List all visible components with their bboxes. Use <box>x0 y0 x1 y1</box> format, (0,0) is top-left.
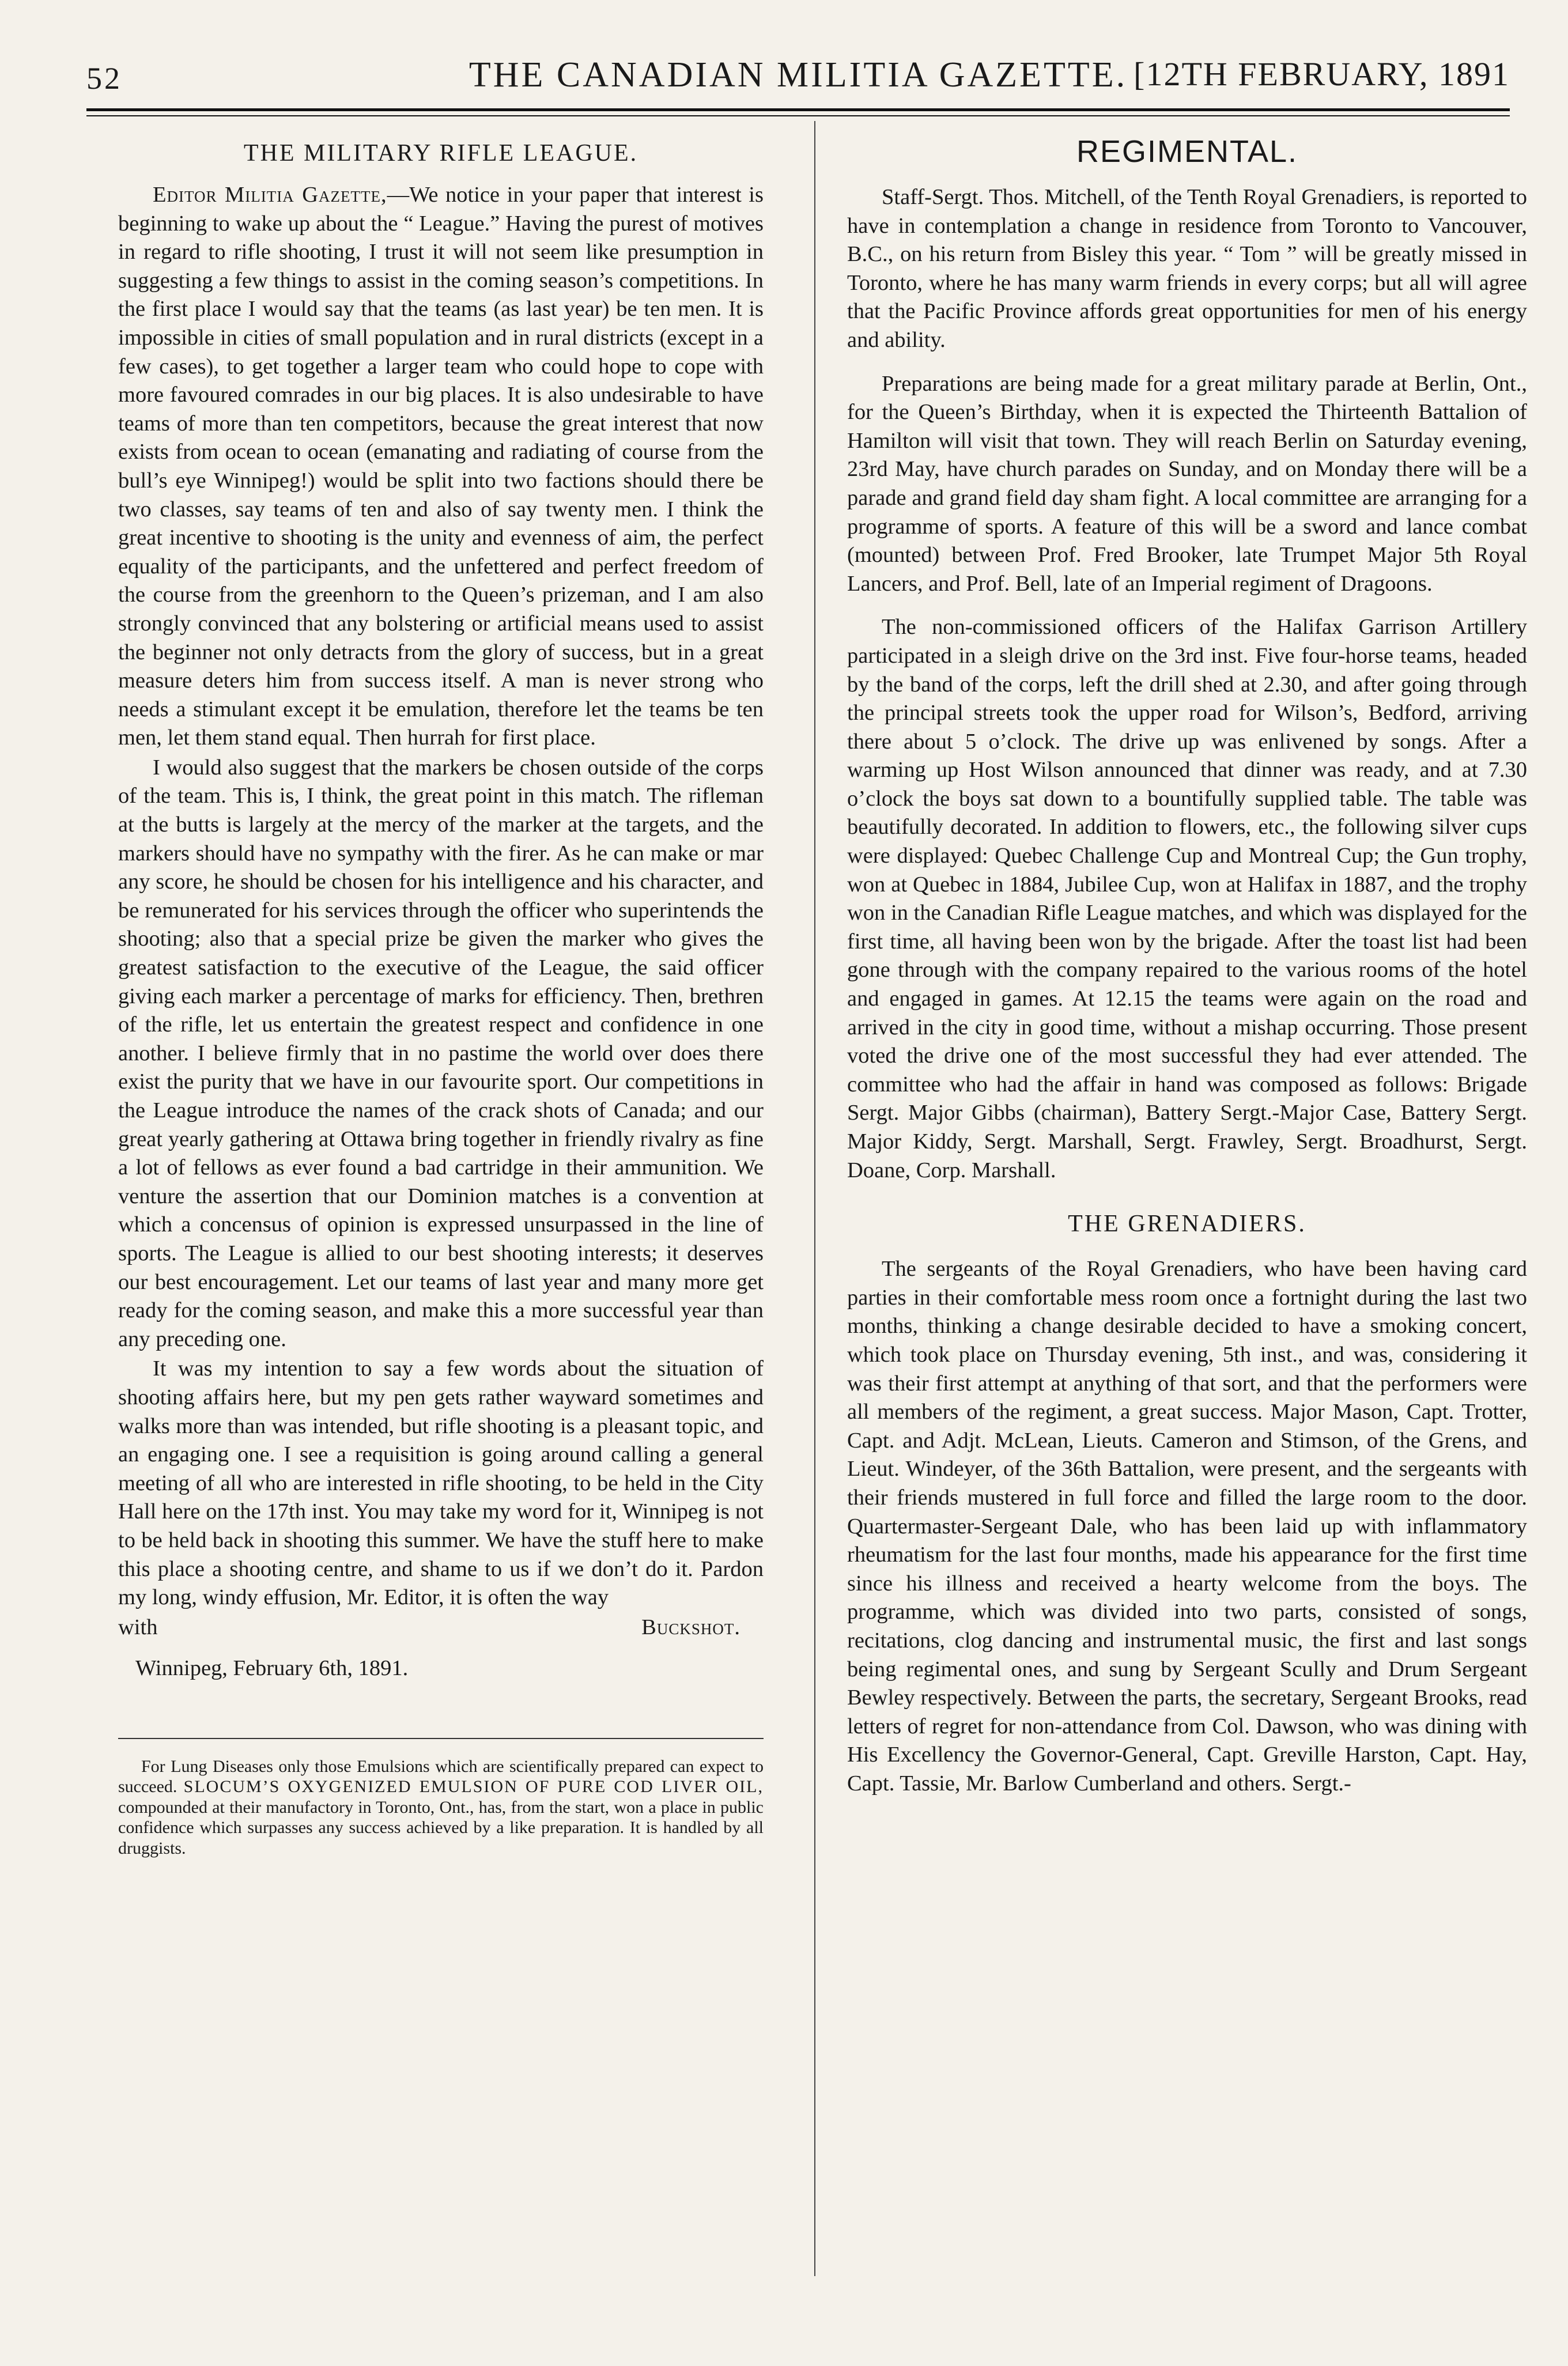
advert-product: SLOCUM’S OXYGENIZED EMULSION OF PURE COD LIVER OIL, <box>183 1777 764 1797</box>
letter-paragraph-2: I would also suggest that the markers be chosen outside of the corps of the team. This is, I think, the great point in this match. The rifleman at the butts is largely at the mercy of the marker at the targets, and the markers should have no sympathy with the firer. As he can make or mar any score, he should be chosen for his intelligence and his character, and be remunerated for his services through the officer who superintends the shooting; also that a special prize be given the marker who gives the greatest satisfaction to the executive of the League, the said officer giving each marker a percentage of marks for efficiency. Then, brethren of the rifle, let us entertain the greatest respect and confidence in one another. I believe firmly that in no pastime the world over does there exist the purity that we have in our favourite sport. Our competitions in the League introduce the names of the crack shots of Canada; and our great yearly gathering at Ottawa bring together in friendly rivalry as fine a lot of fellows as ever found a bad cartridge in their ammunition. We venture the assertion that our Dominion matches is a convention at which a concensus of opinion is expressed unsurpassed in the line of sports. The League is allied to our best shooting interests; it deserves our best encouragement. Let our teams of last year and many more get ready for the coming season, and make this a more successful year than any preceding one. <box>118 755 764 1351</box>
publication-title: THE CANADIAN MILITIA GAZETTE. <box>468 55 1128 95</box>
letter-signoff <box>118 1613 764 1642</box>
letter-dateline: Winnipeg, February 6th, 1891. <box>135 1656 409 1681</box>
paragraph-gap <box>847 599 1527 613</box>
grenadiers-paragraph: The sergeants of the Royal Grenadiers, who have been having card parties in their comfortable mess room once a fortnight during the last two months, thinking a change desirable decided to have a smoking concert, which took place on Thursday evening, 5th inst., and was, considering it was their first attempt at anything of that sort, and that the performers were all members of the regiment, a great success. Major Mason, Capt. Trotter, Capt. and Adjt. McLean, Lieuts. Cameron and Stimson, of the Grens, and Lieut. Windeyer, of the 36th Battalion, were present, and the sergeants with their friends mustered in full force and filled the large room to the door. Quartermaster-Sergeant Dale, who has been laid up with inflammatory rheumatism for the last four months, made his appearance for the first time since his illness and received a hearty welcome from the boys. The programme, which was divided into two parts, consisted of songs, recitations, clog dancing and instrumental music, the first and last songs being regimental ones, and sung by Sergeant Scully and Drum Sergeant Bewley respectively. Between the parts, the secretary, Sergeant Brooks, read letters of regret for non-attendance from Col. Dawson, who was dining with His Excellency the Governor-General, Capt. Greville Harston, Capt. Hay, Capt. Tassie, Mr. Barlow Cumberland and others. Sergt.- <box>847 1257 1527 1796</box>
header-rule-thin <box>86 115 1510 116</box>
advertisement <box>118 1756 764 1859</box>
letter-salutation: Editor Militia Gazette, <box>153 183 387 207</box>
regimental-paragraph-1: Staff-Sergt. Thos. Mitchell, of the Tenth Royal Grenadiers, is reported to have in contemplation a change in residence from Toronto to Vancouver, B.C., on his return from Bisley this year. “ Tom ” will be greatly missed in Toronto, where he has many warm friends in every corps; but all will agree that the Pacific Province affords great opportunities for men of his energy and ability. <box>847 185 1527 352</box>
advert-lead: For Lung Diseases only those Emulsions which are scientifically prepared can expect to succeed. <box>118 1756 764 1797</box>
subheading-grenadiers: THE GRENADIERS. <box>1068 1211 1306 1238</box>
paragraph-gap <box>847 356 1527 370</box>
signoff-with: with <box>118 1615 158 1639</box>
column-divider <box>814 121 815 2276</box>
letter-paragraph-1-text: —We notice in your paper that interest is beginning to wake up about the “ League.” Having the purest of motives in regard to rifle shooting, I trust it will not seem like presumption in suggesting a few things to assist in the coming season’s competitions. In the first place I would say that the teams (as last year) be ten men. It is impossible in cities of small population and in rural districts (except in a few cases), to get together a larger team who could hope to cope with more favoured comrades in our big places. It is also undesirable to have teams of more than ten competitors, because the great interest that now exists from ocean to ocean (emanating and radiating of course from the bull’s eye Winnipeg!) would be split into two factions should there be two classes, say teams of ten and also of say twenty men. I think the great incentive to shooting is the unity and evenness of aim, the perfect equality of the participants, and the unfettered and perfect freedom of the course from the greenhorn to the Queen’s prizeman, and I am also strongly convinced that any bolstering or artificial means used to assist the beginner not only detracts from the glory of success, but in a great measure deters him from success itself. A man is never strong who needs a stimulant except it be emulation, therefore let the teams be ten men, let them stand equal. Then hurrah for first place. <box>118 183 764 750</box>
page-header <box>86 55 1510 101</box>
regimental-paragraph-3: The non-commissioned officers of the Halifax Garrison Artillery participated in a sleigh drive on the 3rd inst. Five four-horse teams, headed by the band of the corps, left the drill shed at 2.30, and after going through the principal streets took the upper road for Wilson’s, Bedford, arriving there about 5 o’clock. The drive up was enlivened by songs. After a warming up Host Wilson announced that dinner was ready, and at 7.30 o’clock the boys sat down to a bountifully supplied table. The table was beautifully decorated. In addition to flowers, etc., the following silver cups were displayed: Quebec Challenge Cup and Montreal Cup; the Gun trophy, won at Quebec in 1884, Jubilee Cup, won at Halifax in 1887, and the trophy won in the Canadian Rifle League matches, and which was displayed for the first time, all having been won by the brigade. After the toast list had been gone through with the company repaired to the various rooms of the hotel and engaged in games. At 12.15 the teams were again on the road and arrived in the city in good time, without a mishap occurring. Those present voted the drive one of the most successful they had ever attended. The committee who had the affair in hand was composed as follows: Brigade Sergt. Major Gibbs (chairman), Battery Sergt.-Major Case, Battery Sergt. Major Kiddy, Sergt. Marshall, Sergt. Frawley, Sergt. Broadhurst, Sergt. Doane, Corp. Marshall. <box>847 615 1527 1182</box>
letter-paragraph-3: It was my intention to say a few words about the situation of shooting affairs here, but my pen gets rather wayward sometimes and walks more than was intended, but rifle shooting is a pleasant topic, and an engaging one. I see a requisition is going around calling a general meeting of all who are interested in rifle shooting, to be held in the City Hall here on the 17th inst. You may take my word for it, Winnipeg is not to be held back in shooting this summer. We have the stuff here to make this place a shooting centre, and shame to us if we don’t do it. Pardon my long, windy effusion, Mr. Editor, it is often the way <box>118 1356 764 1610</box>
regimental-paragraph-2: Preparations are being made for a great military parade at Berlin, Ont., for the Queen’s Birthday, when it is expected the Thirteenth Battalion of Hamilton will visit that town. They will reach Berlin on Saturday evening, 23rd May, have church parades on Sunday, and on Monday there will be a parade and grand field day sham fight. A local committee are arranging for a programme of sports. A feature of this will be a sword and lance combat (mounted) between Prof. Fred Brooker, late Trumpet Major 5th Royal Lancers, and Prof. Bell, late of an Imperial regiment of Dragoons. <box>847 371 1527 596</box>
page-number: 52 <box>86 61 122 96</box>
letter-signature: Buckshot. <box>641 1615 740 1639</box>
header-rule-thick <box>86 108 1510 111</box>
issue-date: [12TH FEBRUARY, 1891 <box>1134 55 1510 93</box>
advert-rule <box>118 1738 764 1739</box>
right-column <box>847 128 1527 1799</box>
advert-rest: compounded at their manufactory in Toronto, Ont., has, from the start, won a place in public confidence which surpasses any success achieved by a like preparation. It is handled by all druggists. <box>118 1797 764 1858</box>
section-heading-regimental: REGIMENTAL. <box>1076 134 1298 169</box>
letter-paragraph-1 <box>118 181 764 753</box>
article-heading-rifle-league: THE MILITARY RIFLE LEAGUE. <box>243 140 638 167</box>
left-column <box>118 128 764 1858</box>
